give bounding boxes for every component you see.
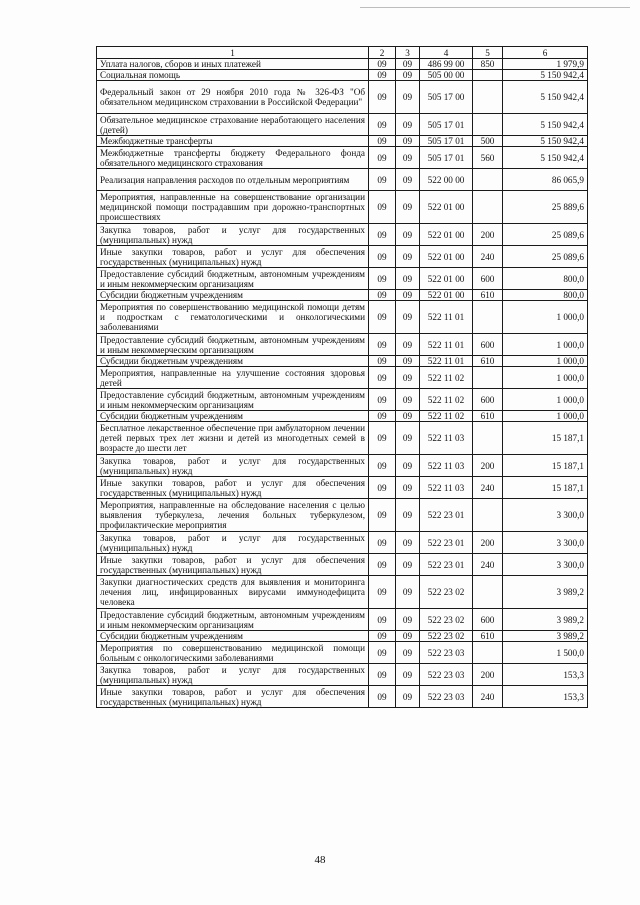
row-name-cell: Предоставление субсидий бюджетным, автономным учреждениям и иным некоммерческим организациям xyxy=(97,609,369,631)
row-section-cell: 09 xyxy=(369,554,396,576)
row-target-article-cell: 522 11 02 xyxy=(420,389,473,411)
row-subsection-cell: 09 xyxy=(396,554,420,576)
row-name-cell: Реализация направления расходов по отдельным мероприятиям xyxy=(97,169,369,191)
row-target-article-cell: 522 01 00 xyxy=(420,224,473,246)
row-name-cell: Закупки диагностических средств для выявления и мониторинга лечения лиц, инфицированных вирусами иммунодефицита человека xyxy=(97,576,369,609)
row-expense-type-cell: 200 xyxy=(473,224,503,246)
header-cell: 4 xyxy=(420,47,473,59)
row-section-cell: 09 xyxy=(369,224,396,246)
row-section-cell: 09 xyxy=(369,114,396,136)
row-subsection-cell: 09 xyxy=(396,59,420,70)
row-subsection-cell: 09 xyxy=(396,367,420,389)
table-row xyxy=(97,686,588,708)
row-target-article-cell: 522 11 01 xyxy=(420,334,473,356)
row-name-cell: Предоставление субсидий бюджетным, автономным учреждениям и иным некоммерческим организациям xyxy=(97,334,369,356)
row-name-cell: Закупка товаров, работ и услуг для государственных (муниципальных) нужд xyxy=(97,664,369,686)
row-amount-cell: 1 000,0 xyxy=(503,356,588,367)
table-header-row xyxy=(97,47,588,59)
table-row xyxy=(97,631,588,642)
row-subsection-cell: 09 xyxy=(396,576,420,609)
row-section-cell: 09 xyxy=(369,686,396,708)
row-target-article-cell: 522 01 00 xyxy=(420,290,473,301)
row-target-article-cell: 522 23 03 xyxy=(420,664,473,686)
row-subsection-cell: 09 xyxy=(396,422,420,455)
row-amount-cell: 1 000,0 xyxy=(503,367,588,389)
row-expense-type-cell: 600 xyxy=(473,389,503,411)
row-subsection-cell: 09 xyxy=(396,664,420,686)
row-name-cell: Мероприятия, направленные на улучшение состояния здоровья детей xyxy=(97,367,369,389)
row-target-article-cell: 522 11 01 xyxy=(420,301,473,334)
row-section-cell: 09 xyxy=(369,246,396,268)
row-expense-type-cell: 610 xyxy=(473,631,503,642)
row-expense-type-cell: 610 xyxy=(473,290,503,301)
table-row xyxy=(97,389,588,411)
header-cell: 3 xyxy=(396,47,420,59)
row-target-article-cell: 505 17 01 xyxy=(420,114,473,136)
table-row xyxy=(97,114,588,136)
table-row xyxy=(97,246,588,268)
row-target-article-cell: 522 11 03 xyxy=(420,422,473,455)
row-subsection-cell: 09 xyxy=(396,686,420,708)
row-expense-type-cell xyxy=(473,576,503,609)
row-expense-type-cell xyxy=(473,301,503,334)
row-subsection-cell: 09 xyxy=(396,499,420,532)
table-row xyxy=(97,367,588,389)
row-expense-type-cell: 240 xyxy=(473,246,503,268)
table-row xyxy=(97,664,588,686)
row-amount-cell: 3 989,2 xyxy=(503,576,588,609)
row-target-article-cell: 522 23 02 xyxy=(420,609,473,631)
row-name-cell: Субсидии бюджетным учреждениям xyxy=(97,290,369,301)
row-section-cell: 09 xyxy=(369,81,396,114)
row-name-cell: Закупка товаров, работ и услуг для государственных (муниципальных) нужд xyxy=(97,224,369,246)
row-section-cell: 09 xyxy=(369,367,396,389)
row-section-cell: 09 xyxy=(369,455,396,477)
row-amount-cell: 15 187,1 xyxy=(503,477,588,499)
row-section-cell: 09 xyxy=(369,191,396,224)
row-subsection-cell: 09 xyxy=(396,290,420,301)
row-amount-cell: 1 500,0 xyxy=(503,642,588,664)
row-amount-cell: 3 300,0 xyxy=(503,532,588,554)
row-expense-type-cell: 200 xyxy=(473,532,503,554)
row-section-cell: 09 xyxy=(369,631,396,642)
row-name-cell: Мероприятия по совершенствованию медицинской помощи больным с онкологическими заболеваниями xyxy=(97,642,369,664)
table-row xyxy=(97,70,588,81)
row-expense-type-cell xyxy=(473,642,503,664)
table-row xyxy=(97,554,588,576)
row-name-cell: Мероприятия по совершенствованию медицинской помощи детям и подросткам с гематологическими и онкологическими заболеваниями xyxy=(97,301,369,334)
row-amount-cell: 800,0 xyxy=(503,290,588,301)
table-row xyxy=(97,356,588,367)
row-target-article-cell: 505 17 01 xyxy=(420,147,473,169)
row-name-cell: Бесплатное лекарственное обеспечение при амбулаторном лечении детей первых трех лет жизни и детей из многодетных семей в возрасте до шести лет xyxy=(97,422,369,455)
row-name-cell: Субсидии бюджетным учреждениям xyxy=(97,411,369,422)
row-amount-cell: 3 300,0 xyxy=(503,554,588,576)
row-target-article-cell: 486 99 00 xyxy=(420,59,473,70)
row-subsection-cell: 09 xyxy=(396,411,420,422)
row-expense-type-cell xyxy=(473,499,503,532)
table-row xyxy=(97,609,588,631)
row-subsection-cell: 09 xyxy=(396,114,420,136)
row-amount-cell: 3 989,2 xyxy=(503,631,588,642)
row-expense-type-cell: 240 xyxy=(473,554,503,576)
page-number: 48 xyxy=(314,854,326,866)
row-subsection-cell: 09 xyxy=(396,455,420,477)
row-section-cell: 09 xyxy=(369,532,396,554)
row-amount-cell: 1 979,9 xyxy=(503,59,588,70)
row-subsection-cell: 09 xyxy=(396,147,420,169)
row-name-cell: Межбюджетные трансферты xyxy=(97,136,369,147)
row-amount-cell: 25 089,6 xyxy=(503,246,588,268)
row-subsection-cell: 09 xyxy=(396,301,420,334)
row-target-article-cell: 522 23 03 xyxy=(420,686,473,708)
table-row xyxy=(97,191,588,224)
row-target-article-cell: 505 00 00 xyxy=(420,70,473,81)
header-cell: 1 xyxy=(97,47,369,59)
row-amount-cell: 3 300,0 xyxy=(503,499,588,532)
row-subsection-cell: 09 xyxy=(396,70,420,81)
row-expense-type-cell xyxy=(473,114,503,136)
table-row xyxy=(97,59,588,70)
budget-table xyxy=(96,46,588,708)
row-amount-cell: 5 150 942,4 xyxy=(503,114,588,136)
row-target-article-cell: 522 01 00 xyxy=(420,246,473,268)
row-amount-cell: 5 150 942,4 xyxy=(503,147,588,169)
row-section-cell: 09 xyxy=(369,576,396,609)
row-target-article-cell: 522 11 01 xyxy=(420,356,473,367)
table-row xyxy=(97,477,588,499)
row-name-cell: Иные закупки товаров, работ и услуг для обеспечения государственных (муниципальных) нужд xyxy=(97,554,369,576)
row-expense-type-cell: 240 xyxy=(473,686,503,708)
table-row xyxy=(97,455,588,477)
table-row xyxy=(97,301,588,334)
row-expense-type-cell xyxy=(473,422,503,455)
header-cell: 2 xyxy=(369,47,396,59)
table-row xyxy=(97,290,588,301)
row-name-cell: Уплата налогов, сборов и иных платежей xyxy=(97,59,369,70)
row-amount-cell: 86 065,9 xyxy=(503,169,588,191)
row-target-article-cell: 505 17 01 xyxy=(420,136,473,147)
row-name-cell: Иные закупки товаров, работ и услуг для обеспечения государственных (муниципальных) нужд xyxy=(97,686,369,708)
row-expense-type-cell xyxy=(473,81,503,114)
row-section-cell: 09 xyxy=(369,169,396,191)
row-name-cell: Предоставление субсидий бюджетным, автономным учреждениям и иным некоммерческим организациям xyxy=(97,268,369,290)
row-section-cell: 09 xyxy=(369,664,396,686)
table-row xyxy=(97,411,588,422)
row-target-article-cell: 522 00 00 xyxy=(420,169,473,191)
table-row xyxy=(97,642,588,664)
row-expense-type-cell: 600 xyxy=(473,609,503,631)
row-name-cell: Федеральный закон от 29 ноября 2010 года № 326-ФЗ "Об обязательном медицинском страховании в Российской Федерации" xyxy=(97,81,369,114)
row-amount-cell: 1 000,0 xyxy=(503,334,588,356)
table-row xyxy=(97,136,588,147)
row-expense-type-cell: 560 xyxy=(473,147,503,169)
row-section-cell: 09 xyxy=(369,136,396,147)
row-subsection-cell: 09 xyxy=(396,532,420,554)
row-subsection-cell: 09 xyxy=(396,81,420,114)
table-row xyxy=(97,532,588,554)
row-name-cell: Межбюджетные трансферты бюджету Федерального фонда обязательного медицинского страхования xyxy=(97,147,369,169)
row-amount-cell: 15 187,1 xyxy=(503,455,588,477)
row-amount-cell: 5 150 942,4 xyxy=(503,136,588,147)
row-expense-type-cell xyxy=(473,191,503,224)
table-row xyxy=(97,499,588,532)
row-section-cell: 09 xyxy=(369,411,396,422)
row-subsection-cell: 09 xyxy=(396,356,420,367)
table-row xyxy=(97,334,588,356)
row-amount-cell: 1 000,0 xyxy=(503,411,588,422)
row-section-cell: 09 xyxy=(369,642,396,664)
scan-artifact-line xyxy=(360,7,630,8)
row-amount-cell: 153,3 xyxy=(503,686,588,708)
row-name-cell: Субсидии бюджетным учреждениям xyxy=(97,356,369,367)
row-amount-cell: 153,3 xyxy=(503,664,588,686)
table-row xyxy=(97,422,588,455)
row-subsection-cell: 09 xyxy=(396,631,420,642)
row-target-article-cell: 522 11 03 xyxy=(420,455,473,477)
row-amount-cell: 3 989,2 xyxy=(503,609,588,631)
row-target-article-cell: 522 11 02 xyxy=(420,367,473,389)
table-row xyxy=(97,169,588,191)
row-expense-type-cell: 610 xyxy=(473,356,503,367)
row-name-cell: Иные закупки товаров, работ и услуг для обеспечения государственных (муниципальных) нужд xyxy=(97,246,369,268)
row-amount-cell: 800,0 xyxy=(503,268,588,290)
row-name-cell: Обязательное медицинское страхование неработающего населения (детей) xyxy=(97,114,369,136)
row-section-cell: 09 xyxy=(369,356,396,367)
row-amount-cell: 25 089,6 xyxy=(503,224,588,246)
table-row xyxy=(97,576,588,609)
row-target-article-cell: 522 23 01 xyxy=(420,499,473,532)
row-section-cell: 09 xyxy=(369,70,396,81)
row-name-cell: Иные закупки товаров, работ и услуг для обеспечения государственных (муниципальных) нужд xyxy=(97,477,369,499)
row-name-cell: Предоставление субсидий бюджетным, автономным учреждениям и иным некоммерческим организациям xyxy=(97,389,369,411)
row-target-article-cell: 522 23 03 xyxy=(420,642,473,664)
row-name-cell: Социальная помощь xyxy=(97,70,369,81)
header-cell: 6 xyxy=(503,47,588,59)
row-subsection-cell: 09 xyxy=(396,389,420,411)
row-name-cell: Мероприятия, направленные на совершенствование организации медицинской помощи пострадавшим при дорожно-транспортных происшествиях xyxy=(97,191,369,224)
table-row xyxy=(97,147,588,169)
row-section-cell: 09 xyxy=(369,499,396,532)
row-target-article-cell: 522 11 02 xyxy=(420,411,473,422)
row-section-cell: 09 xyxy=(369,147,396,169)
row-section-cell: 09 xyxy=(369,290,396,301)
row-section-cell: 09 xyxy=(369,59,396,70)
row-subsection-cell: 09 xyxy=(396,642,420,664)
row-section-cell: 09 xyxy=(369,609,396,631)
row-section-cell: 09 xyxy=(369,268,396,290)
row-section-cell: 09 xyxy=(369,389,396,411)
row-amount-cell: 25 889,6 xyxy=(503,191,588,224)
header-cell: 5 xyxy=(473,47,503,59)
row-expense-type-cell xyxy=(473,169,503,191)
row-amount-cell: 5 150 942,4 xyxy=(503,81,588,114)
row-expense-type-cell: 600 xyxy=(473,268,503,290)
row-subsection-cell: 09 xyxy=(396,169,420,191)
row-expense-type-cell: 200 xyxy=(473,664,503,686)
row-target-article-cell: 522 23 02 xyxy=(420,631,473,642)
row-target-article-cell: 522 23 01 xyxy=(420,554,473,576)
row-target-article-cell: 522 23 02 xyxy=(420,576,473,609)
row-expense-type-cell: 850 xyxy=(473,59,503,70)
row-expense-type-cell xyxy=(473,70,503,81)
row-expense-type-cell: 500 xyxy=(473,136,503,147)
row-subsection-cell: 09 xyxy=(396,268,420,290)
row-name-cell: Субсидии бюджетным учреждениям xyxy=(97,631,369,642)
table-row xyxy=(97,81,588,114)
row-subsection-cell: 09 xyxy=(396,477,420,499)
row-subsection-cell: 09 xyxy=(396,224,420,246)
row-amount-cell: 5 150 942,4 xyxy=(503,70,588,81)
row-subsection-cell: 09 xyxy=(396,191,420,224)
row-target-article-cell: 522 01 00 xyxy=(420,191,473,224)
row-target-article-cell: 505 17 00 xyxy=(420,81,473,114)
row-expense-type-cell: 610 xyxy=(473,411,503,422)
row-name-cell: Закупка товаров, работ и услуг для государственных (муниципальных) нужд xyxy=(97,532,369,554)
row-expense-type-cell: 200 xyxy=(473,455,503,477)
row-section-cell: 09 xyxy=(369,422,396,455)
budget-table-body xyxy=(97,47,588,708)
row-target-article-cell: 522 23 01 xyxy=(420,532,473,554)
row-section-cell: 09 xyxy=(369,334,396,356)
row-name-cell: Закупка товаров, работ и услуг для государственных (муниципальных) нужд xyxy=(97,455,369,477)
row-expense-type-cell: 600 xyxy=(473,334,503,356)
row-subsection-cell: 09 xyxy=(396,334,420,356)
row-amount-cell: 1 000,0 xyxy=(503,301,588,334)
row-subsection-cell: 09 xyxy=(396,136,420,147)
row-section-cell: 09 xyxy=(369,477,396,499)
table-row xyxy=(97,268,588,290)
row-subsection-cell: 09 xyxy=(396,609,420,631)
row-name-cell: Мероприятия, направленные на обследование населения с целью выявления туберкулеза, лечения больных туберкулезом, профилактические мероприятия xyxy=(97,499,369,532)
table-row xyxy=(97,224,588,246)
row-subsection-cell: 09 xyxy=(396,246,420,268)
row-expense-type-cell: 240 xyxy=(473,477,503,499)
row-expense-type-cell xyxy=(473,367,503,389)
row-amount-cell: 15 187,1 xyxy=(503,422,588,455)
row-section-cell: 09 xyxy=(369,301,396,334)
row-amount-cell: 1 000,0 xyxy=(503,389,588,411)
row-target-article-cell: 522 11 03 xyxy=(420,477,473,499)
row-target-article-cell: 522 01 00 xyxy=(420,268,473,290)
